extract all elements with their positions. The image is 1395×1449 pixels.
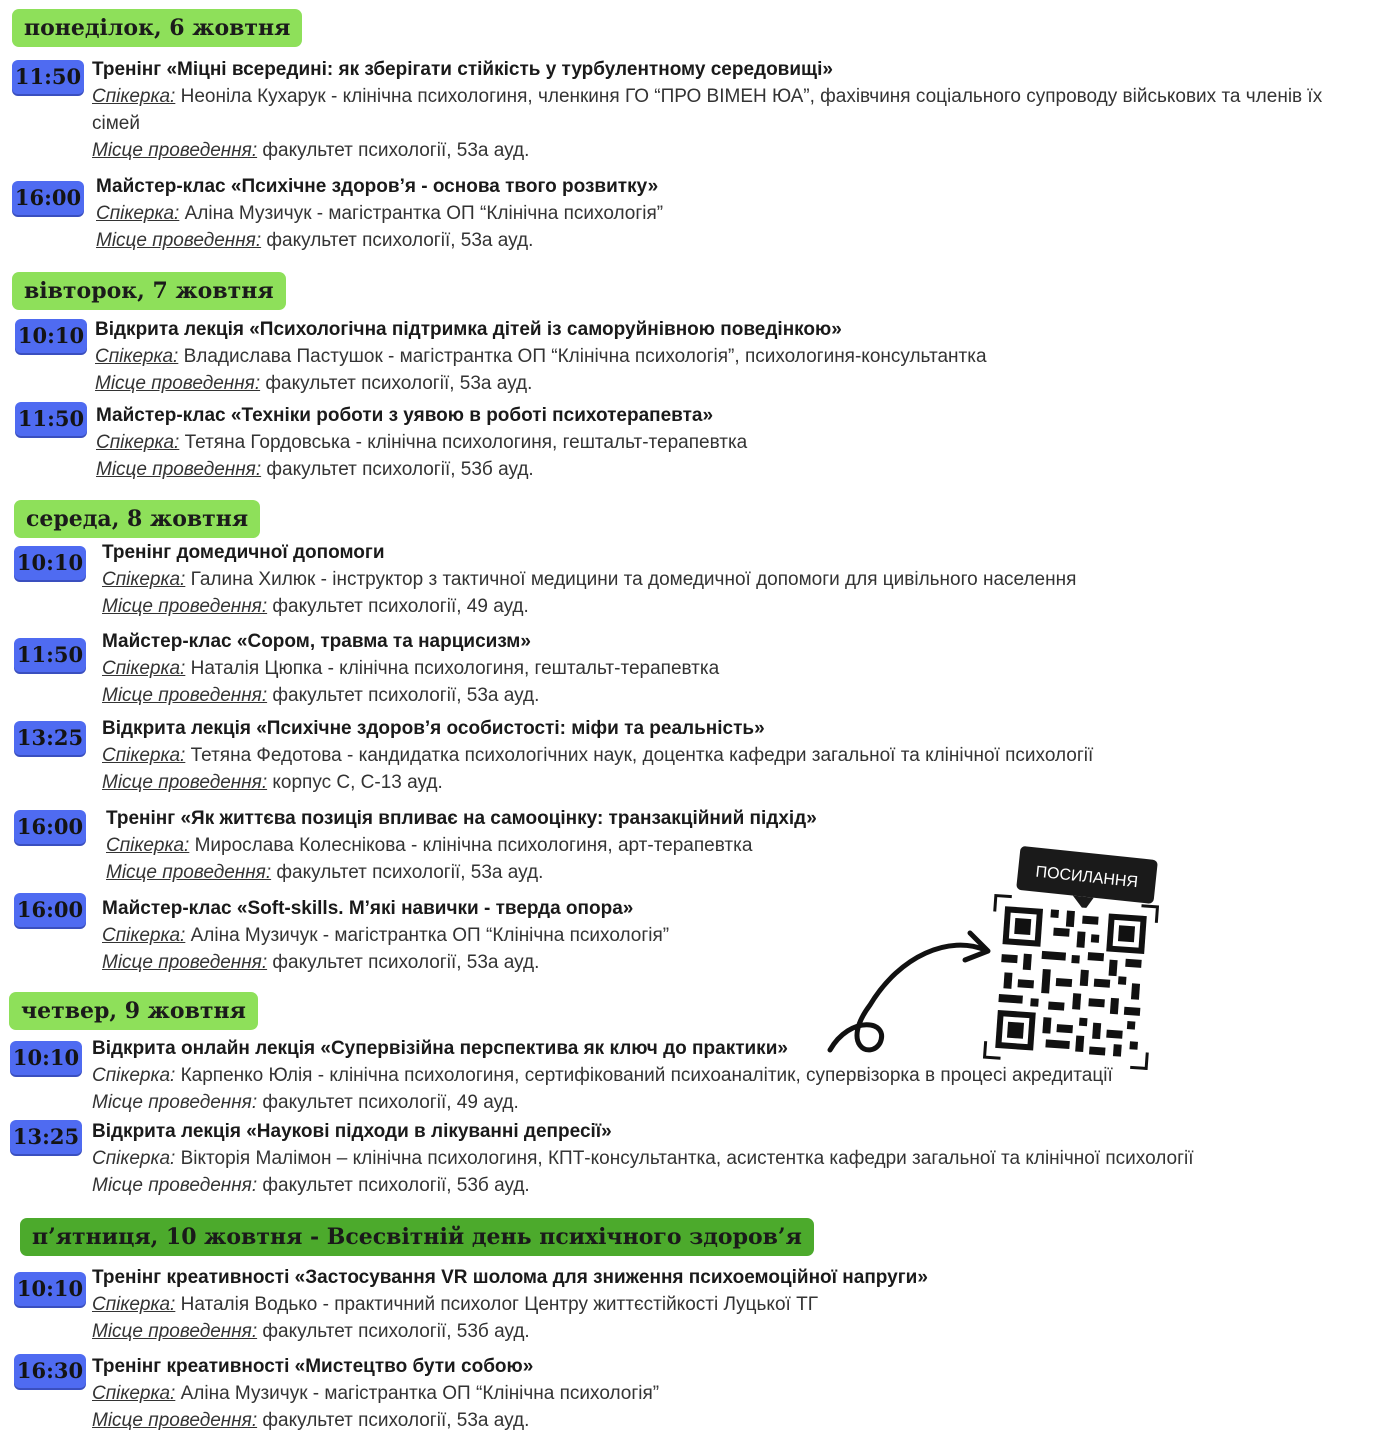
speaker-label: Спікерка: [95,346,179,367]
event-speaker [96,200,663,227]
event-title: Майстер-клас «Soft-skills. М’які навички - тверда опора» [102,898,634,919]
event-wednesday-2 [102,628,719,709]
speaker-text: Наталія Цюпка - клінічна психологиня, гештальт-терапевтка [190,658,720,679]
place-text: факультет психології, 53а ауд. [262,140,530,161]
speaker-text: Карпенко Юлія - клінічна психологиня, сертифікований психоаналітик, супервізорка в процесі акредитації [180,1065,1113,1086]
time-badge: 13:25 [10,1120,82,1154]
event-title: Майстер-клас «Психічне здоров’я - основа твого розвитку» [96,176,659,197]
event-wednesday-4 [106,805,817,886]
speaker-text: Владислава Пастушок - магістрантка ОП “Клінічна психологія”, психологиня-консультантка [183,346,987,367]
event-speaker [106,832,817,859]
speaker-label: Спікерка: [92,1294,176,1315]
speaker-label: Спікерка: [96,432,180,453]
event-place [102,593,1076,620]
speaker-text: Неоніла Кухарук - клінічна психологиня, членкиня ГО “ПРО ВІМЕН ЮА”, фахівчиня соціального супроводу військових та членів їх сімей [92,86,1323,134]
place-text: факультет психології, 53а ауд. [265,373,533,394]
time-badge: 10:10 [15,319,87,353]
time-badge: 10:10 [14,546,86,580]
time-badge: 10:10 [10,1041,82,1075]
place-label: Місце проведення: [106,862,272,883]
event-place [95,370,987,397]
event-title: Тренінг «Як життєва позиція впливає на самооцінку: транзакційний підхід» [106,808,817,829]
place-label: Місце проведення: [92,1321,258,1342]
link-badge-text: ПОСИЛАННЯ [1034,863,1139,892]
time-badge: 10:10 [14,1272,86,1306]
speaker-label: Спікерка: [92,1383,176,1404]
event-title: Тренінг домедичної допомоги [102,542,385,563]
speaker-text: Наталія Водько - практичний психолог Центру життєстійкості Луцької ТГ [180,1294,818,1315]
event-friday-2 [92,1353,659,1434]
place-text: факультет психології, 53а ауд. [272,685,540,706]
speaker-text: Тетяна Гордовська - клінічна психологиня, гештальт-терапевтка [184,432,748,453]
event-thursday-1 [92,1035,1113,1116]
time-badge: 11:50 [12,60,84,94]
place-text: факультет психології, 49 ауд. [262,1092,519,1113]
event-speaker [102,742,1093,769]
time-badge: 16:30 [14,1354,86,1388]
time-badge: 16:00 [14,810,86,844]
event-place [102,949,669,976]
event-monday-2 [96,173,663,254]
event-title: Тренінг креативності «Мистецтво бути собою» [92,1356,534,1377]
event-title: Відкрита лекція «Наукові підходи в лікуванні депресії» [92,1121,612,1142]
place-label: Місце проведення: [92,140,258,161]
event-title: Відкрита онлайн лекція «Супервізійна перспектива як ключ до практики» [92,1038,788,1059]
event-title: Майстер-клас «Сором, травма та нарцисизм» [102,631,531,652]
place-label: Місце проведення: [96,459,262,480]
time-badge: 16:00 [12,181,84,215]
event-speaker [92,1291,928,1318]
event-tuesday-2 [96,402,747,483]
event-speaker [92,1145,1194,1172]
time-badge: 13:25 [14,721,86,755]
speaker-text: Аліна Музичук - магістрантка ОП “Клінічна психологія” [190,925,670,946]
day-heading-monday: понеділок, 6 жовтня [12,9,302,47]
place-text: факультет психології, 53а ауд. [276,862,544,883]
speaker-label: Спікерка: [106,835,190,856]
speaker-label: Спікерка: [102,925,186,946]
day-heading-friday: п’ятниця, 10 жовтня - Всесвітній день психічного здоров’я [20,1218,814,1256]
event-friday-1 [92,1264,928,1345]
event-title: Тренінг «Міцні всередині: як зберігати стійкість у турбулентному середовищі» [92,59,833,80]
event-place [92,1172,1194,1199]
event-speaker [95,343,987,370]
place-text: корпус С, С-13 ауд. [272,772,443,793]
speaker-label: Спікерка: [92,1065,176,1086]
time-badge: 11:50 [14,638,86,672]
event-title: Відкрита лекція «Психічне здоров’я особистості: міфи та реальність» [102,718,765,739]
event-thursday-2 [92,1118,1194,1199]
event-speaker [96,429,747,456]
place-label: Місце проведення: [102,952,268,973]
place-label: Місце проведення: [92,1410,258,1431]
event-tuesday-1 [95,316,987,397]
speaker-text: Аліна Музичук - магістрантка ОП “Клінічна психологія” [184,203,664,224]
speaker-label: Спікерка: [96,203,180,224]
speaker-label: Спікерка: [102,745,186,766]
place-text: факультет психології, 53б ауд. [262,1321,530,1342]
place-label: Місце проведення: [102,596,268,617]
event-speaker [92,1380,659,1407]
event-wednesday-3 [102,715,1093,796]
event-speaker [102,655,719,682]
speaker-label: Спікерка: [92,86,176,107]
speaker-label: Спікерка: [102,658,186,679]
place-label: Місце проведення: [95,373,261,394]
place-label: Місце проведення: [102,772,268,793]
place-label: Місце проведення: [102,685,268,706]
place-text: факультет психології, 53а ауд. [262,1410,530,1431]
day-heading-wednesday: середа, 8 жовтня [14,500,260,538]
event-speaker [102,566,1076,593]
event-place [106,859,817,886]
event-monday-1 [92,56,1367,164]
speaker-label: Спікерка: [92,1148,176,1169]
event-speaker [92,1062,1113,1089]
speaker-text: Аліна Музичук - магістрантка ОП “Клінічна психологія” [180,1383,660,1404]
event-place [92,1089,1113,1116]
event-wednesday-1 [102,539,1076,620]
time-badge: 11:50 [15,402,87,436]
event-wednesday-5 [102,895,669,976]
speaker-text: Тетяна Федотова - кандидатка психологічних наук, доцентка кафедри загальної та клінічної психології [190,745,1094,766]
place-label: Місце проведення: [92,1175,258,1196]
place-text: факультет психології, 49 ауд. [272,596,529,617]
event-title: Відкрита лекція «Психологічна підтримка дітей із саморуйнівною поведінкою» [95,319,842,340]
day-heading-thursday: четвер, 9 жовтня [9,992,258,1030]
place-text: факультет психології, 53а ауд. [272,952,540,973]
speaker-label: Спікерка: [102,569,186,590]
day-heading-tuesday: вівторок, 7 жовтня [12,272,286,310]
event-place [92,1318,928,1345]
place-text: факультет психології, 53б ауд. [262,1175,530,1196]
event-place [96,456,747,483]
speaker-text: Мирослава Колеснікова - клінічна психологиня, арт-терапевтка [194,835,753,856]
event-place [92,1407,659,1434]
event-place [92,137,1367,164]
event-place [102,682,719,709]
speaker-text: Галина Хилюк - інструктор з тактичної медицини та домедичної допомоги для цивільного населення [190,569,1077,590]
event-speaker [102,922,669,949]
speaker-text: Вікторія Малімон – клінічна психологиня, КПТ-консультантка, асистентка кафедри загальної та клінічної психології [180,1148,1194,1169]
time-badge: 16:00 [14,893,86,927]
place-text: факультет психології, 53а ауд. [266,230,534,251]
place-label: Місце проведення: [96,230,262,251]
place-label: Місце проведення: [92,1092,258,1113]
place-text: факультет психології, 53б ауд. [266,459,534,480]
event-speaker [92,83,1367,137]
event-place [102,769,1093,796]
event-title: Тренінг креативності «Застосування VR шолома для зниження психоемоційної напруги» [92,1267,928,1288]
event-title: Майстер-клас «Техніки роботи з уявою в роботі психотерапевта» [96,405,714,426]
event-place [96,227,663,254]
